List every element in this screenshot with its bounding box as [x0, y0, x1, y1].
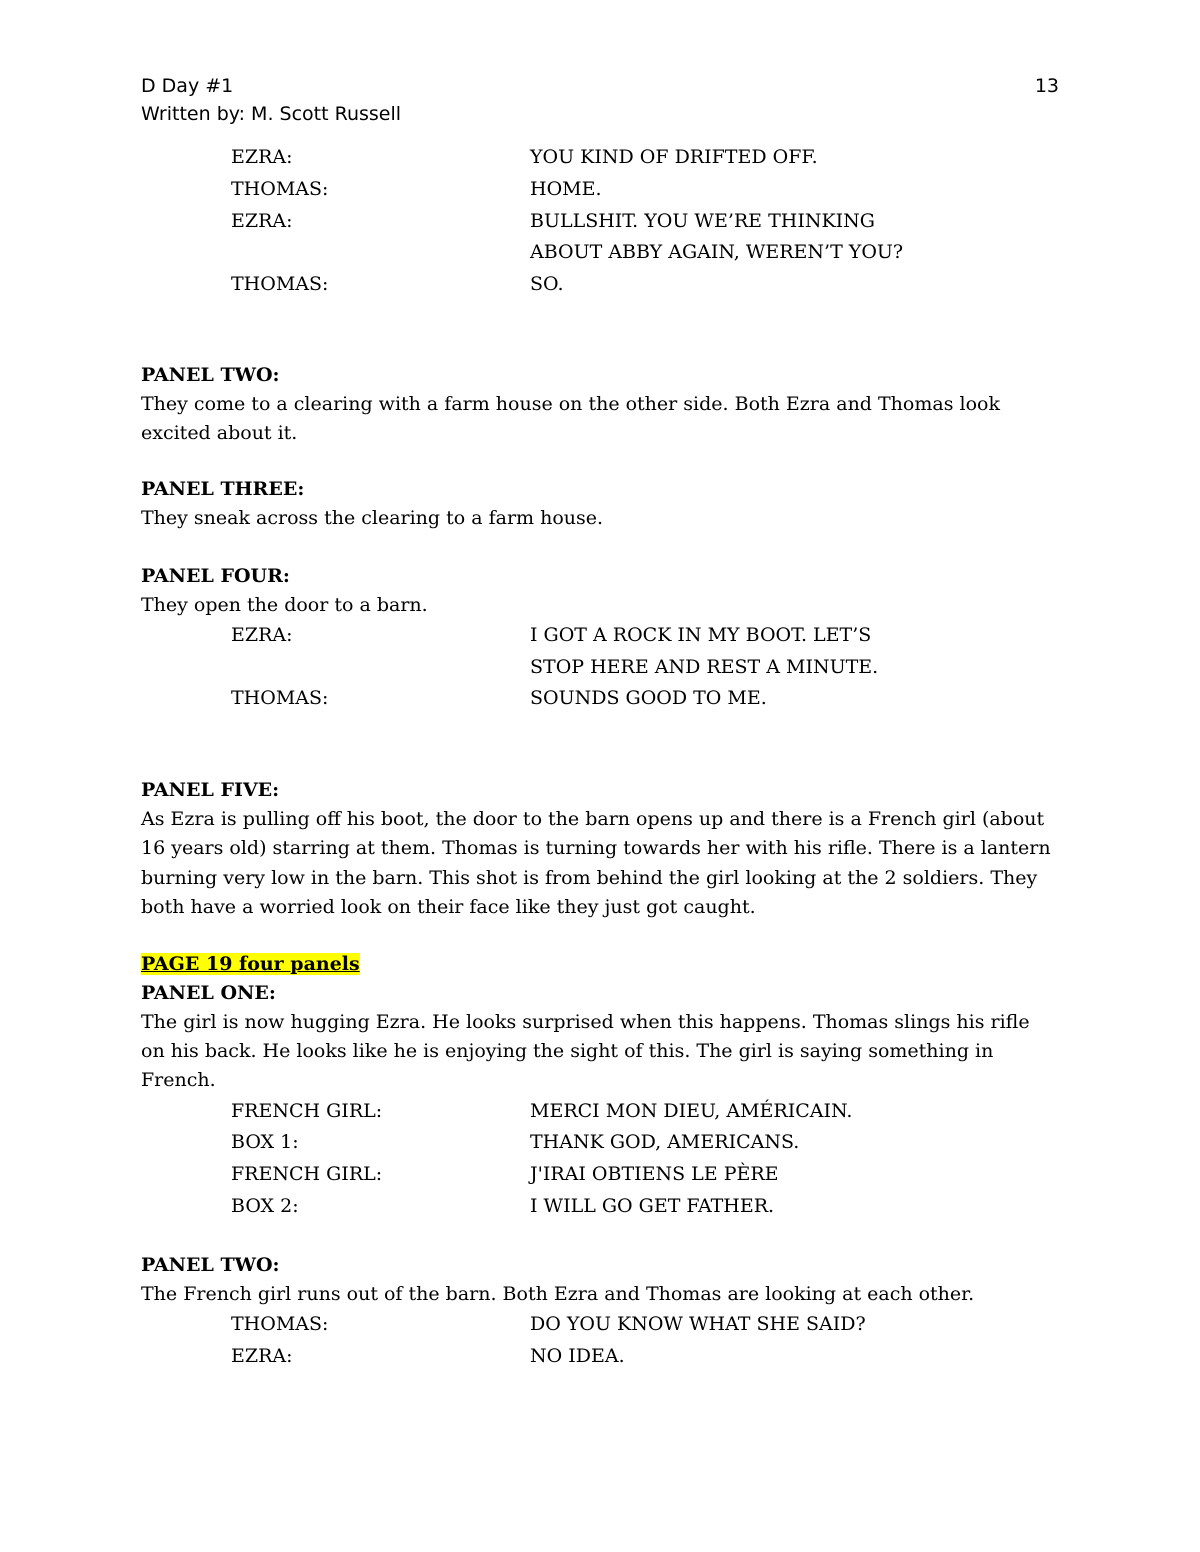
speaker-name: BOX 1: [231, 1131, 299, 1154]
speaker-name: EZRA: [231, 146, 293, 168]
panel-heading: PANEL THREE: [141, 478, 305, 501]
panel-three [141, 475, 1059, 533]
panel-description: The girl is now hugging Ezra. He looks surprised when this happens. Thomas slings his rifle on his back. He looks like he is enjoying the sight of this. The girl is saying something in French. [141, 1011, 1030, 1092]
dialogue-line: J'IRAI OBTIENS LE PÈRE [530, 1163, 779, 1186]
speaker-name: FRENCH GIRL: [231, 1163, 383, 1186]
script-body [141, 142, 1059, 1373]
dialogue-line: DO YOU KNOW WHAT SHE SAID? [530, 1313, 866, 1335]
dialogue-line: I GOT A ROCK IN MY BOOT. LET’S STOP HERE AND REST A MINUTE. [530, 623, 879, 678]
panel-five [141, 776, 1059, 922]
page-number: 13 [1034, 75, 1059, 97]
page-19-section [141, 950, 1059, 1373]
dialogue-row [141, 142, 1059, 174]
speaker-name: EZRA: [231, 209, 293, 232]
speaker-name: FRENCH GIRL: [231, 1099, 383, 1122]
dialogue-line: YOU KIND OF DRIFTED OFF. [530, 146, 818, 168]
panel-heading: PANEL TWO: [141, 1253, 280, 1276]
dialogue-block [141, 142, 1059, 301]
speaker-name: THOMAS: [231, 1313, 329, 1335]
panel-description: As Ezra is pulling off his boot, the door to the barn opens up and there is a French girl (about 16 years old) starring at them. Thomas is turning towards her with his rifle. There is a lantern burning very low in the barn. This shot is from behind the girl looking at the 2 soldiers. They both have a worried look on their face like they just got caught. [141, 808, 1051, 918]
page-header [141, 72, 1059, 128]
page-19-panel-one [141, 979, 1059, 1223]
page-19-panel-two [141, 1251, 1059, 1373]
panel-description: They open the door to a barn. [141, 593, 428, 616]
dialogue-row [141, 1309, 1059, 1341]
panel-heading: PANEL FOUR: [141, 564, 290, 587]
speaker-name: EZRA: [231, 623, 293, 646]
page-heading [141, 950, 1059, 979]
dialogue-row [141, 1341, 1059, 1373]
dialogue-line: BULLSHIT. YOU WE’RE THINKING ABOUT ABBY AGAIN, WEREN’T YOU? [530, 209, 904, 264]
panel-four [141, 562, 1059, 716]
dialogue-line: HOME. [530, 177, 602, 200]
panel-two [141, 361, 1059, 448]
dialogue-line: NO IDEA. [530, 1344, 625, 1367]
dialogue-row [141, 683, 1059, 715]
panel-description: They come to a clearing with a farm house on the other side. Both Ezra and Thomas look excited about it. [141, 392, 1000, 445]
dialogue-row [141, 620, 1059, 684]
dialogue-row [141, 1096, 1059, 1128]
panel-heading: PANEL TWO: [141, 363, 280, 386]
speaker-name: THOMAS: [231, 273, 329, 296]
speaker-name: THOMAS: [231, 687, 329, 710]
dialogue-line: SO. [530, 273, 564, 296]
dialogue-row [141, 1159, 1059, 1191]
dialogue-row [141, 1191, 1059, 1223]
panel-heading: PANEL ONE: [141, 982, 276, 1004]
panel-description: They sneak across the clearing to a farm house. [141, 507, 604, 530]
script-title: D Day #1 [141, 75, 234, 97]
highlighted-page-heading: PAGE 19 four panels [141, 953, 360, 975]
dialogue-row [141, 1127, 1059, 1159]
speaker-name: EZRA: [231, 1344, 293, 1367]
speaker-name: THOMAS: [231, 177, 329, 200]
dialogue-line: THANK GOD, AMERICANS. [530, 1131, 800, 1154]
dialogue-line: MERCI MON DIEU, AMÉRICAIN. [530, 1099, 853, 1122]
dialogue-row [141, 269, 1059, 301]
panel-heading: PANEL FIVE: [141, 779, 280, 802]
script-author: Written by: M. Scott Russell [141, 103, 402, 125]
dialogue-line: SOUNDS GOOD TO ME. [530, 687, 767, 710]
dialogue-row [141, 206, 1059, 270]
dialogue-line: I WILL GO GET FATHER. [530, 1195, 775, 1217]
speaker-name: BOX 2: [231, 1195, 299, 1217]
dialogue-row [141, 174, 1059, 206]
panel-description: The French girl runs out of the barn. Both Ezra and Thomas are looking at each other. [141, 1282, 975, 1305]
